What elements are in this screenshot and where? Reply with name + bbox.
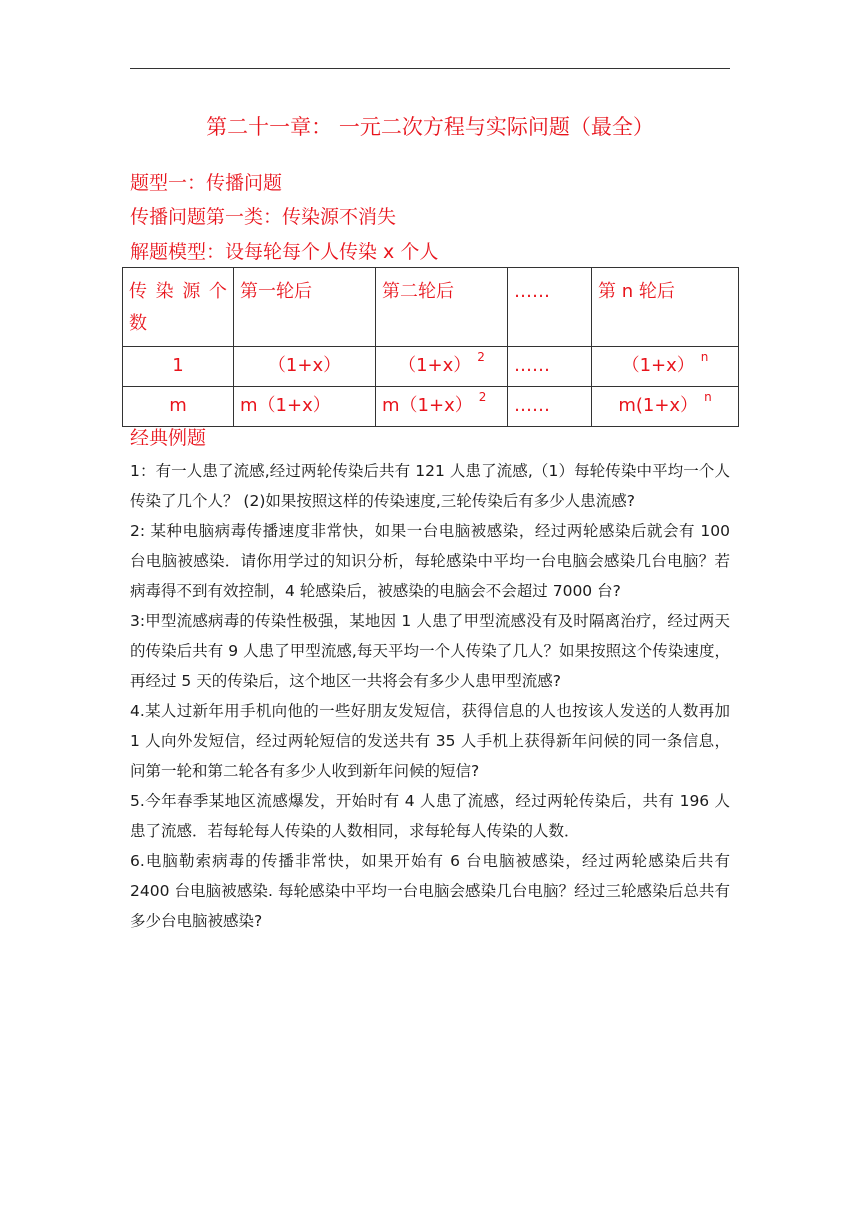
table-header-row bbox=[123, 268, 739, 347]
example-problem-6: 6.电脑勒索病毒的传播非常快，如果开始有 6 台电脑被感染，经过两轮感染后共有 2400 台电脑被感染. 每轮感染中平均一台电脑会感染几台电脑？经过三轮感染后总共有多少台电脑被感染? bbox=[130, 852, 730, 930]
example-problem-1: 1：有一人患了流感,经过两轮传染后共有 121 人患了流感,（1）每轮传染中平均一个人传染了几个人？ (2)如果按照这样的传染速度,三轮传染后有多少人患流感? bbox=[130, 462, 730, 510]
table-cell bbox=[592, 387, 739, 427]
table-cell: 1 bbox=[123, 347, 234, 387]
table-cell: m bbox=[123, 387, 234, 427]
table-header-cell: …… bbox=[508, 268, 592, 347]
subsection-heading: 传播问题第一类：传染源不消失 bbox=[130, 206, 397, 228]
cell-text: m（1+x） bbox=[240, 395, 331, 416]
table-row bbox=[123, 347, 739, 387]
exponent: n bbox=[700, 350, 709, 364]
example-problem-5: 5.今年春季某地区流感爆发，开始时有 4 人患了流感，经过两轮传染后，共有 196 人患了流感．若每轮每人传染的人数相同，求每轮每人传染的人数． bbox=[130, 792, 730, 840]
example-problem-4: 4.某人过新年用手机向他的一些好朋友发短信，获得信息的人也按该人发送的人数再加 1 人向外发短信，经过两轮短信的发送共有 35 人手机上获得新年问候的同一条信息，问第一轮和第二轮各有多少人收到新年问候的短信? bbox=[130, 702, 730, 780]
header-rule bbox=[130, 68, 730, 69]
examples-list bbox=[130, 456, 730, 936]
page-title: 第二十一章： 一元二次方程与实际问题（最全） bbox=[206, 115, 654, 139]
propagation-model-table bbox=[122, 267, 739, 427]
table-cell bbox=[376, 347, 508, 387]
table-cell bbox=[592, 347, 739, 387]
table-header-cell: 第 n 轮后 bbox=[592, 268, 739, 347]
examples-heading: 经典例题 bbox=[130, 427, 207, 449]
exponent: 2 bbox=[477, 350, 485, 364]
table-header-cell: 第二轮后 bbox=[376, 268, 508, 347]
cell-text: m（1+x） bbox=[382, 395, 473, 416]
table-cell: …… bbox=[508, 387, 592, 427]
cell-text: m(1+x） bbox=[618, 395, 699, 416]
table-cell bbox=[234, 387, 376, 427]
cell-text: （1+x） bbox=[267, 355, 342, 376]
table-header-cell: 传 染 源 个 数 bbox=[123, 268, 234, 347]
exponent: n bbox=[704, 390, 712, 404]
table-cell bbox=[376, 387, 508, 427]
example-problem-2: 2: 某种电脑病毒传播速度非常快，如果一台电脑被感染，经过两轮感染后就会有 100 台电脑被感染．请你用学过的知识分析，每轮感染中平均一台电脑会感染几台电脑？若病毒得不到有效控制，4 轮感染后，被感染的电脑会不会超过 7000 台? bbox=[130, 522, 730, 600]
exponent: 2 bbox=[478, 390, 487, 404]
table-header-cell: 第一轮后 bbox=[234, 268, 376, 347]
table-cell bbox=[234, 347, 376, 387]
example-problem-3: 3:甲型流感病毒的传染性极强，某地因 1 人患了甲型流感没有及时隔离治疗，经过两天的传染后共有 9 人患了甲型流感,每天平均一个人传染了几人？如果按照这个传染速度，再经过 5 天的传染后，这个地区一共将会有多少人患甲型流感? bbox=[130, 612, 730, 690]
cell-text: （1+x） bbox=[398, 355, 472, 376]
cell-text: （1+x） bbox=[621, 355, 695, 376]
table-row bbox=[123, 387, 739, 427]
table-cell: …… bbox=[508, 347, 592, 387]
section-heading: 题型一：传播问题 bbox=[130, 172, 283, 194]
model-heading: 解题模型：设每轮每个人传染 x 个人 bbox=[130, 241, 439, 263]
